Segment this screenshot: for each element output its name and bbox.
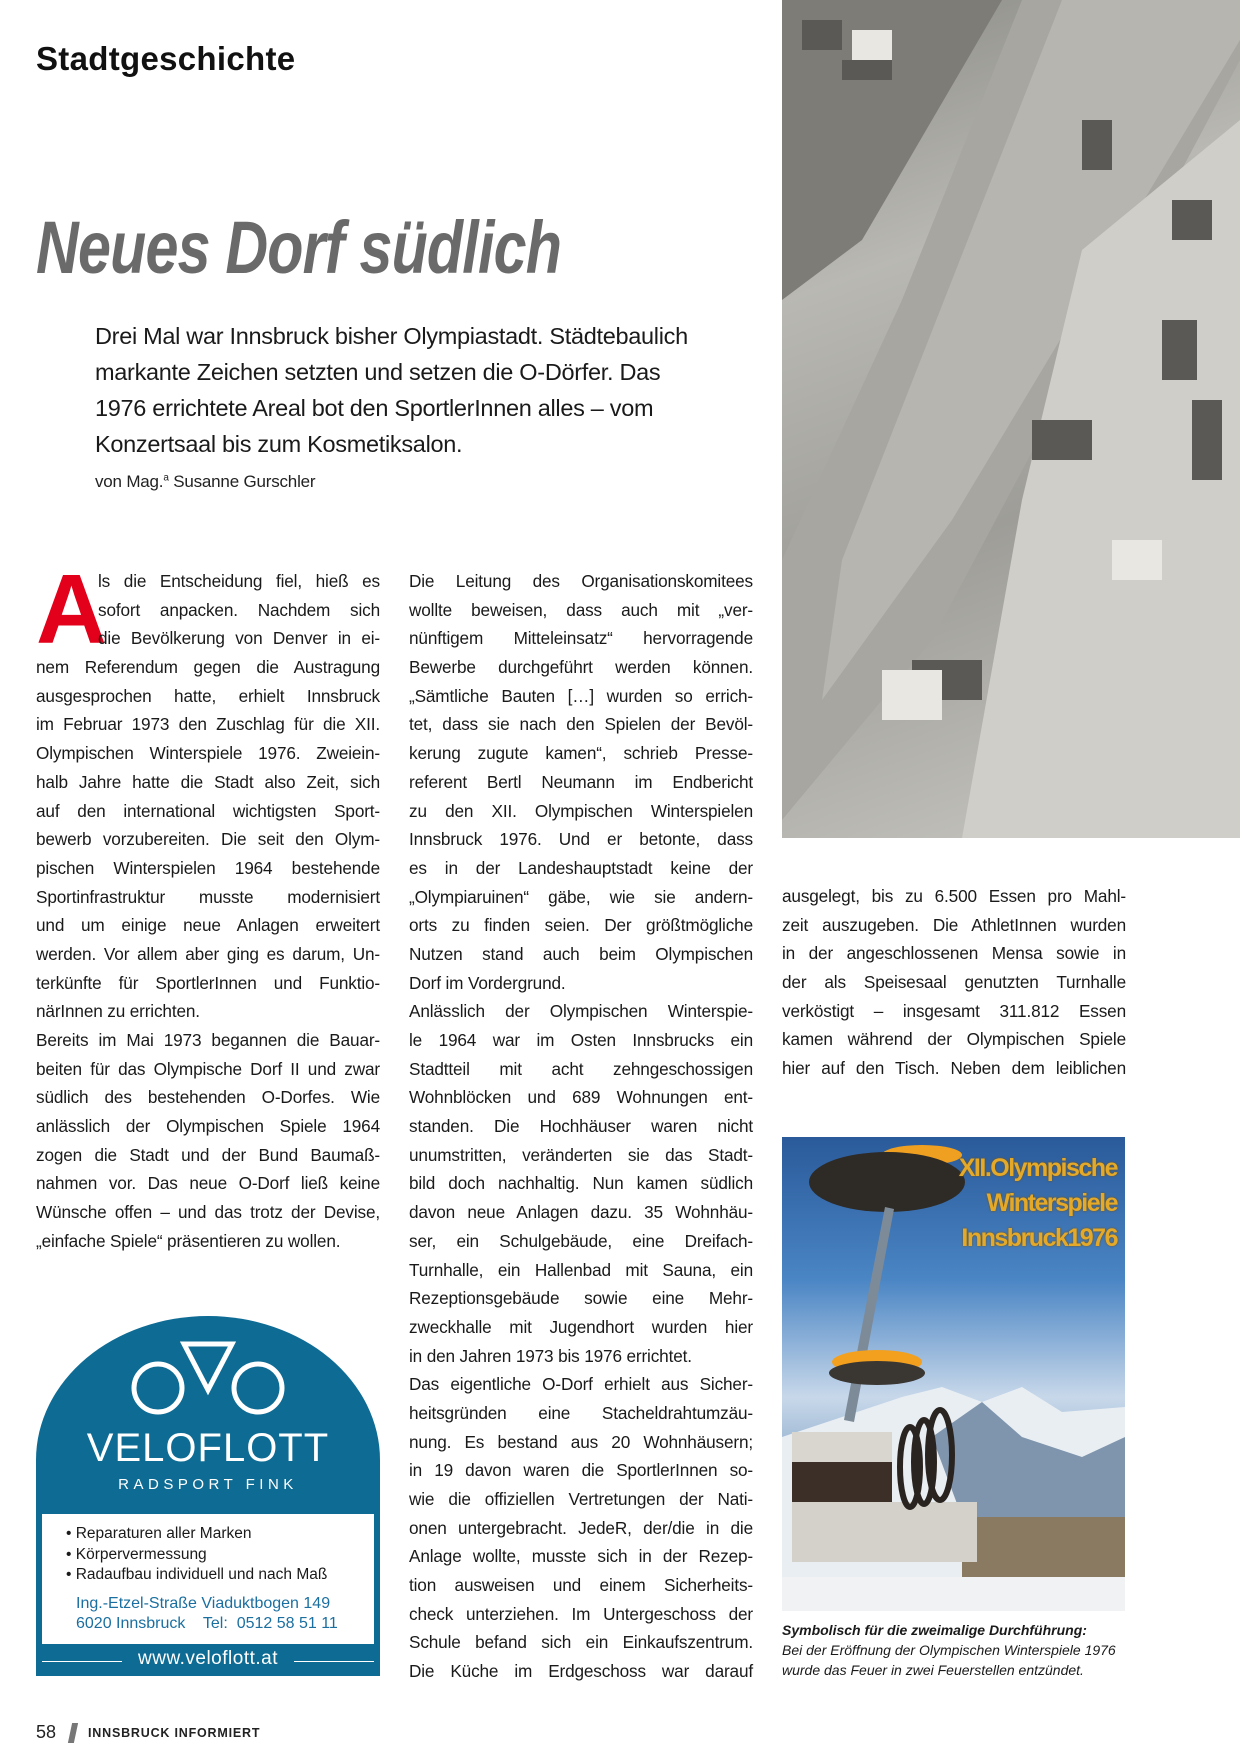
- drop-cap: A: [36, 554, 107, 664]
- poster-line: Winterspiele: [986, 1189, 1117, 1217]
- text-line: ausgelegt, bis zu 6.500 Essen pro Mahl-: [782, 886, 1126, 906]
- text-line: wollte beweisen, dass auch mit „ver-: [409, 599, 753, 620]
- text-line: kamen während der Olympischen Spiele: [782, 1029, 1126, 1050]
- ad-subtitle: RADSPORT FINK: [118, 1476, 298, 1493]
- ad-info-box: [42, 1514, 374, 1644]
- text-line: anlässlich der Olympischen Spiele 1964: [36, 1116, 380, 1137]
- ad-address-line: 6020 Innsbruck Tel: 0512 58 51 11: [76, 1614, 338, 1632]
- byline: [95, 472, 315, 492]
- poster-line: Innsbruck1976: [961, 1224, 1117, 1252]
- text-line: werden. Vor allem aber ging es darum, Un-: [36, 943, 380, 964]
- publication-name: INNSBRUCK INFORMIERT: [88, 1725, 261, 1740]
- text-line: hier auf den Tisch. Neben dem leiblichen: [782, 1058, 1126, 1079]
- text-line: närInnen zu errichten.: [36, 1001, 200, 1022]
- text-line: bild doch nachhaltig. Nun kamen südlich: [409, 1173, 753, 1194]
- ad-brand-name: VELOFLOTT: [86, 1426, 330, 1470]
- text-line: beiten für das Olympische Dorf II und zwar: [36, 1058, 380, 1079]
- page-footer: [36, 1722, 260, 1743]
- text-line: zogen die Stadt und der Bund Baumaß-: [36, 1144, 380, 1165]
- article-column-1: [36, 554, 380, 1256]
- text-line: in der angeschlossenen Mensa sowie in: [782, 943, 1126, 964]
- ad-website-link[interactable]: www.veloflott.at: [138, 1648, 278, 1669]
- byline-author: Susanne Gurschler: [173, 472, 316, 491]
- text-line: nung. Es bestand aus 20 Wohnhäusern;: [409, 1431, 753, 1452]
- page-number: 58: [36, 1722, 57, 1742]
- text-line: Die Leitung des Organisationskomitees: [409, 571, 753, 591]
- text-line: ser, ein Schulgebäude, eine Dreifach-: [409, 1230, 753, 1251]
- poster-text: [959, 1151, 1117, 1256]
- ad-address-line: Ing.-Etzel-Straße Viaduktbogen 149: [76, 1594, 331, 1612]
- text-line: Rezeptionsgebäude sowie eine Mehr-: [409, 1288, 753, 1309]
- text-line: davon neue Anlagen dazu. 35 Wohnhäu-: [409, 1202, 753, 1223]
- text-line: nem Referendum gegen die Austragung: [36, 657, 380, 678]
- text-line: Das eigentliche O-Dorf erhielt aus Sicher-: [409, 1374, 753, 1395]
- lead-line: markante Zeichen setzten und setzen die O-Dörfer. Das: [95, 359, 661, 385]
- text-line: check unterziehen. Im Untergeschoss der: [409, 1603, 753, 1624]
- text-line: wie die offiziellen Vertretungen der Nati-: [409, 1489, 753, 1509]
- text-line: „Sämtliche Bauten […] wurden so errich-: [409, 685, 753, 706]
- lead-line: Drei Mal war Innsbruck bisher Olympiastadt. Städtebaulich: [95, 323, 688, 349]
- text-line: im Februar 1973 den Zuschlag für die XII.: [36, 714, 380, 735]
- text-line: pischen Winterspielen 1964 bestehende: [36, 857, 380, 878]
- text-line: sofort anpacken. Nachdem sich: [98, 599, 380, 620]
- text-line: zu den XII. Olympischen Winterspielen: [409, 800, 753, 821]
- text-line: nünftigem Mitteleinsatz“ hervorragende: [409, 628, 753, 649]
- text-line: in 19 davon waren die SportlerInnen so-: [409, 1460, 753, 1481]
- text-line: verköstigt – insgesamt 311.812 Essen: [782, 1000, 1126, 1021]
- lead-line: Konzertsaal bis zum Kosmetiksalon.: [95, 431, 463, 457]
- text-line: Anlage wollte, musste sich in der Rezep-: [409, 1546, 753, 1567]
- lead-line: 1976 errichtete Areal bot den SportlerInnen alles – vom: [95, 395, 654, 421]
- text-line: heitsgründen eine Stacheldrahtumzäu-: [409, 1402, 753, 1423]
- olympic-poster-image: [782, 1137, 1125, 1611]
- aerial-photo: [782, 0, 1240, 838]
- article-title: Neues Dorf südlich: [36, 206, 562, 289]
- text-line: Stadtteil mit acht zehngeschossigen: [409, 1058, 753, 1079]
- text-line: in den Jahren 1973 bis 1976 errichtet.: [409, 1345, 692, 1366]
- text-line: zweckhalle mit Jugendhort wurden hier: [409, 1316, 753, 1337]
- text-line: Bewerbe durchgeführt werden können.: [409, 657, 753, 678]
- text-line: Wohnblöcken und 689 Wohnungen ent-: [409, 1087, 753, 1108]
- text-line: bewerb vorzubereiten. Die seit den Olym-: [36, 829, 380, 850]
- text-line: standen. Die Hochhäuser waren nicht: [409, 1116, 753, 1137]
- text-line: nahmen vor. Das neue O-Dorf ließ keine: [36, 1173, 380, 1194]
- article-lead: [95, 318, 755, 462]
- text-line: tet, dass sie nach den Spielen der Bevöl-: [409, 714, 753, 735]
- text-line: Schule befand sich ein Einkaufszentrum.: [409, 1632, 753, 1653]
- article-column-2: [409, 567, 753, 1686]
- text-line: terkünfte für SportlerInnen und Funktio-: [36, 972, 380, 993]
- text-line: es in der Landeshauptstadt keine der: [409, 857, 753, 878]
- text-line: südlich des bestehenden O-Dorfes. Wie: [36, 1087, 380, 1108]
- text-line: Sportinfrastruktur musste modernisiert: [36, 886, 380, 907]
- ad-bullet: • Reparaturen aller Marken: [66, 1525, 252, 1542]
- text-line: kerung zugute kamen“, schrieb Presse-: [409, 743, 753, 764]
- ad-bullet: • Radaufbau individuell und nach Maß: [66, 1566, 328, 1583]
- text-line: Innsbruck 1976. Und er betonte, dass: [409, 829, 753, 850]
- veloflott-advertisement[interactable]: [36, 1316, 380, 1676]
- text-line: Anlässlich der Olympischen Winterspie-: [409, 1001, 753, 1022]
- caption-text: Bei der Eröffnung der Olympischen Winterspiele 1976 wurde das Feuer in zwei Feuerstellen entzündet.: [782, 1642, 1116, 1678]
- text-line: Wünsche offen – und das trotz der Devise,: [36, 1202, 380, 1223]
- text-line: Die Küche im Erdgeschoss war darauf: [409, 1661, 753, 1682]
- text-line: Olympischen Winterspiele 1976. Zweiein-: [36, 743, 380, 764]
- article-column-3: [782, 882, 1126, 1083]
- text-line: halb Jahre hatte die Stadt also Zeit, sich: [36, 771, 380, 792]
- section-heading: Stadtgeschichte: [36, 40, 296, 77]
- text-line: ausgesprochen hatte, erhielt Innsbruck: [36, 685, 380, 706]
- slash-divider-icon: [68, 1723, 78, 1743]
- text-line: Nutzen stand auch beim Olympischen: [409, 943, 753, 964]
- poster-line: XII.Olympische: [958, 1154, 1117, 1182]
- caption-title: Symbolisch für die zweimalige Durchführung:: [782, 1622, 1087, 1638]
- text-line: ls die Entscheidung fiel, hieß es: [98, 571, 380, 591]
- ad-bullet-text: Radaufbau individuell und nach Maß: [75, 1566, 328, 1583]
- text-line: referent Bertl Neumann im Endbericht: [409, 771, 753, 792]
- text-line: der als Speisesaal genutzten Turnhalle: [782, 972, 1126, 993]
- text-line: unumstritten, veränderten sie das Stadt-: [409, 1144, 753, 1165]
- ad-bullet-text: Reparaturen aller Marken: [75, 1525, 252, 1542]
- aerial-photo-image: [782, 0, 1240, 838]
- text-line: le 1964 war im Osten Innsbrucks ein: [409, 1030, 753, 1050]
- byline-sup: a: [163, 472, 169, 484]
- image-caption: [782, 1620, 1142, 1680]
- text-line: Dorf im Vordergrund.: [409, 972, 566, 993]
- text-line: tion ausweisen und einem Sicherheits-: [409, 1575, 753, 1596]
- text-line: auf den international wichtigsten Sport-: [36, 800, 380, 821]
- text-line: „Olympiaruinen“ gäbe, wie sie andern-: [409, 886, 753, 907]
- text-line: orts zu finden seien. Der größtmögliche: [409, 915, 753, 936]
- bicycle-logo-icon: [128, 1338, 288, 1418]
- text-line: Bereits im Mai 1973 begannen die Bauar-: [36, 1030, 380, 1050]
- ad-bullet-text: Körpervermessung: [75, 1545, 207, 1563]
- text-line: die Bevölkerung von Denver in ei-: [98, 628, 380, 649]
- text-line: onen untergebracht. JedeR, der/die in die: [409, 1517, 753, 1538]
- text-line: Turnhalle, ein Hallenbad mit Sauna, ein: [409, 1259, 753, 1280]
- text-line: „einfache Spiele“ präsentieren zu wollen.: [36, 1230, 341, 1251]
- byline-prefix: von Mag.: [95, 472, 164, 491]
- text-line: und um einige neue Anlagen erweitert: [36, 915, 380, 936]
- ad-bullet: • Körpervermessung: [66, 1545, 207, 1563]
- ad-address: [66, 1594, 374, 1634]
- text-line: zeit auszugeben. Die AthletInnen wurden: [782, 914, 1126, 935]
